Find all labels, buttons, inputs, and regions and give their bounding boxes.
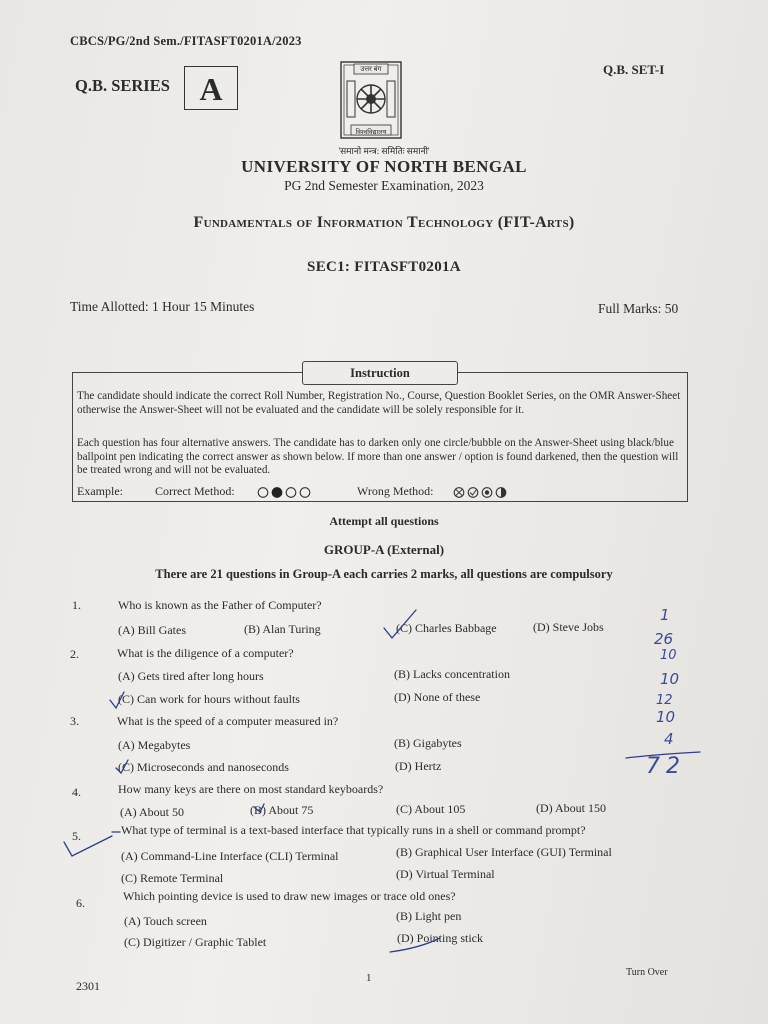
question-number: 4. [72,785,81,799]
option-a: (A) Command-Line Interface (CLI) Terminal [121,849,339,863]
handwritten-note: 1 [660,606,670,624]
emblem-bottom-text: विश्वविद्यालय [355,129,387,136]
paper-code: CBCS/PG/2nd Sem./FITASFT0201A/2023 [70,34,302,48]
option-a: (A) Bill Gates [118,623,186,637]
option-d: (D) About 150 [536,801,606,815]
question-set: Q.B. SET-I [603,62,665,77]
turn-over-note: Turn Over [626,967,668,978]
option-a: (A) Touch screen [124,914,207,928]
instruction-paragraph-2: Each question has four alternative answers. The candidate has to darken only one circle/bubble on the Answer-Sheet using black/blue ballpoint pen indicating the correct answer as shown below. If more than one answer / option is found darkened, then the question will be treated wrong and will not be evaluated. [77,437,679,477]
series-letter-box: A [184,66,238,110]
question-text: What is the speed of a computer measured in? [117,714,339,728]
footer-code: 2301 [76,979,100,993]
option-c: (C) Digitizer / Graphic Tablet [124,935,267,949]
handwritten-note: 10 [660,670,680,688]
section-code: SEC1: FITASFT0201A [307,259,461,275]
university-motto: 'समानो मन्त्र: समितिः समानी' [338,146,430,156]
option-b: (B) About 75 [250,803,314,817]
option-a: (A) Megabytes [118,738,191,752]
handwritten-note: 12 [656,693,673,708]
correct-method-label: Correct Method: [155,484,235,498]
option-d: (D) Steve Jobs [533,620,604,634]
group-heading: GROUP-A (External) [323,542,445,557]
university-name: UNIVERSITY OF NORTH BENGAL [241,157,527,176]
instruction-title: Instruction [302,361,458,385]
question-text: What type of terminal is a text-based interface that typically runs in a shell or command prompt? [121,823,586,837]
option-d: (D) Virtual Terminal [396,867,495,881]
handwritten-note: 10 [656,708,676,726]
option-c: (C) Can work for hours without faults [118,692,300,706]
instruction-paragraph-1: The candidate should indicate the correct Roll Number, Registration No., Course, Question Booklet Series, on the OMR Answer-Sheet otherwise the Answer-Sheet will not be evaluated and the candidate will be solely responsible for it. [77,390,681,416]
option-d: (D) Hertz [395,759,442,773]
option-c: (C) Microseconds and nanoseconds [118,760,289,774]
group-instruction: There are 21 questions in Group-A each carries 2 marks, all questions are compulsory [155,567,613,581]
subject-title: Fundamentals of Information Technology (FIT-Arts) [193,214,575,231]
question-number: 2. [70,647,79,661]
option-c: (C) Remote Terminal [121,871,224,885]
question-number: 3. [70,714,79,728]
handwritten-total: 72 [646,754,686,779]
option-b: (B) Graphical User Interface (GUI) Terminal [396,845,612,859]
question-number: 6. [76,896,85,910]
question-text: How many keys are there on most standard keyboards? [118,782,384,796]
question-number: 1. [72,598,81,612]
option-d: (D) Pointing stick [397,931,483,945]
time-allotted: Time Allotted: 1 Hour 15 Minutes [70,299,255,314]
option-b: (B) Lacks concentration [394,667,510,681]
option-a: (A) About 50 [120,805,184,819]
series-label: Q.B. SERIES [75,76,170,95]
option-c: (C) About 105 [396,802,466,816]
example-label: Example: [77,484,123,498]
wrong-method-label: Wrong Method: [357,484,434,498]
question-text: Which pointing device is used to draw new images or trace old ones? [123,889,456,903]
question-number: 5. [72,829,81,843]
full-marks: Full Marks: 50 [598,301,679,316]
option-a: (A) Gets tired after long hours [118,669,264,683]
option-b: (B) Light pen [396,909,462,923]
option-d: (D) None of these [394,690,481,704]
option-c: (C) Charles Babbage [396,621,497,635]
exam-name: PG 2nd Semester Examination, 2023 [284,178,484,193]
option-b: (B) Alan Turing [244,622,321,636]
handwritten-note: 10 [660,648,677,663]
option-b: (B) Gigabytes [394,736,462,750]
handwritten-note: 4 [664,730,674,748]
attempt-all-note: Attempt all questions [329,514,439,528]
emblem-top-text: उत्तर बंग [360,65,382,73]
page-number: 1 [366,972,372,984]
handwritten-note: 26 [654,630,674,648]
question-text: Who is known as the Father of Computer? [118,598,322,612]
question-text: What is the diligence of a computer? [117,646,294,660]
